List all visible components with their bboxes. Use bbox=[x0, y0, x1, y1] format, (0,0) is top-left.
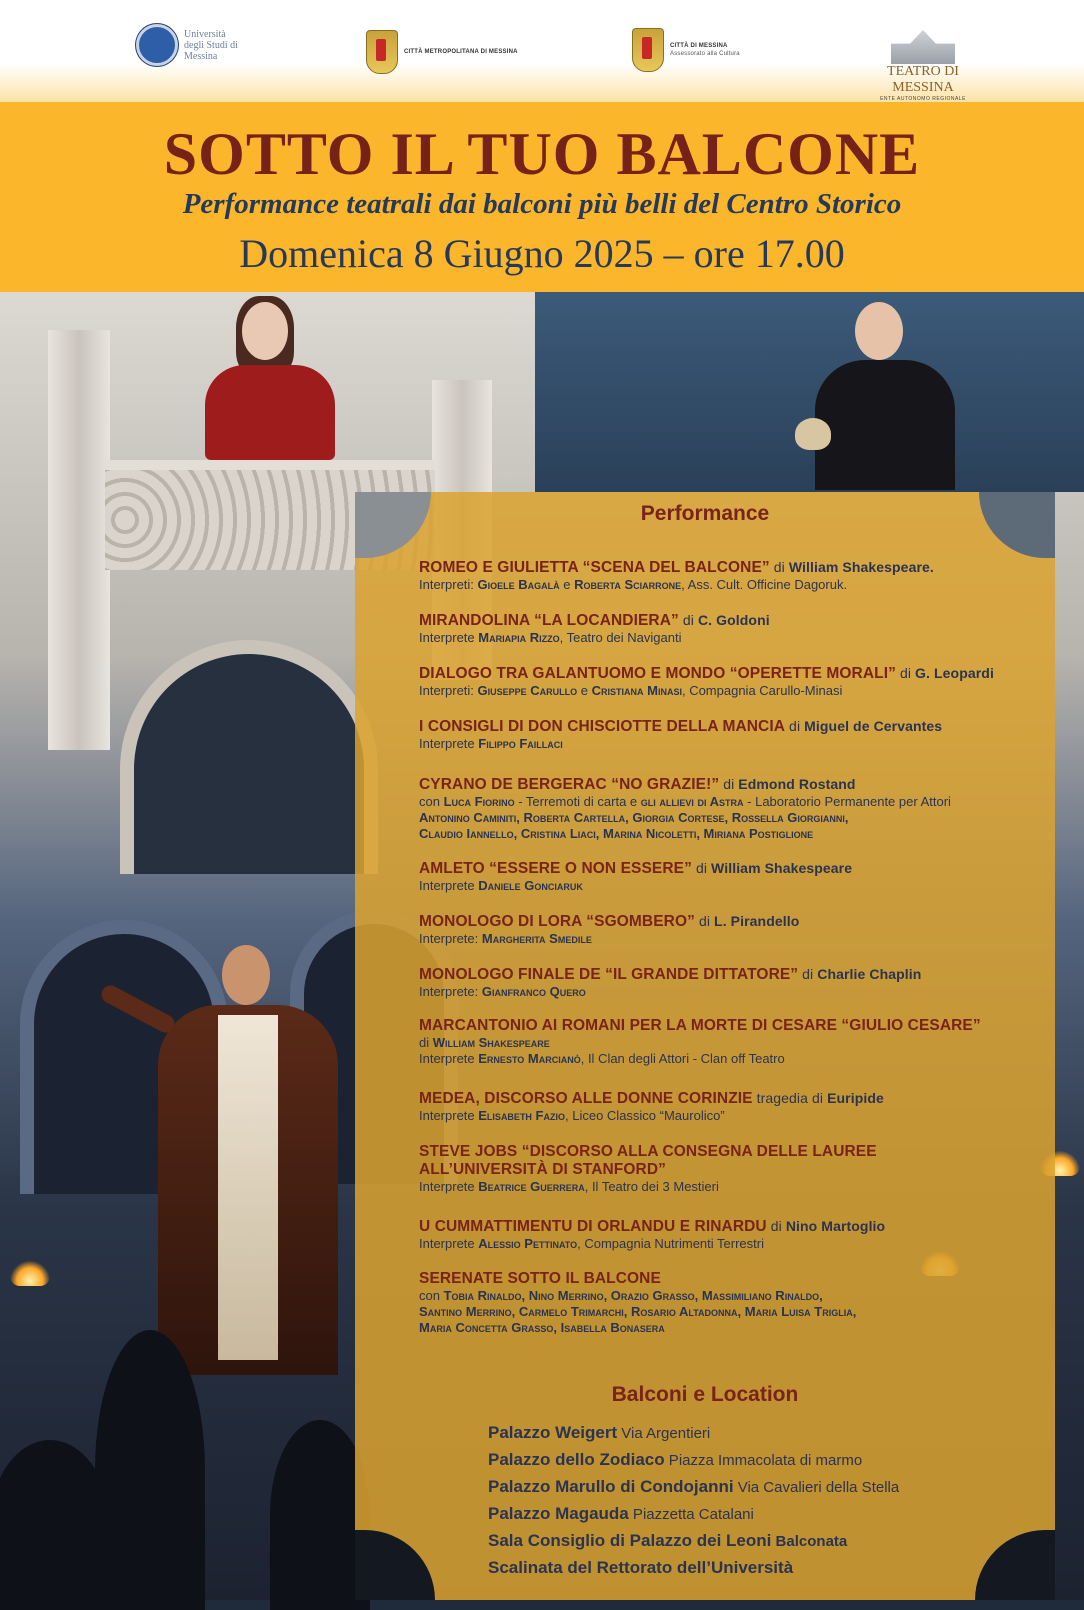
performance-di: di bbox=[798, 966, 818, 982]
performance-author: Miguel de Cervantes bbox=[804, 718, 943, 734]
location-item bbox=[488, 1555, 1048, 1582]
performance-item bbox=[419, 1270, 1059, 1336]
performance-credits bbox=[419, 984, 1059, 1000]
performance-item bbox=[419, 775, 1059, 842]
location-item bbox=[488, 1474, 1048, 1501]
performance-title bbox=[419, 611, 1059, 630]
performance-author: Charlie Chaplin bbox=[817, 966, 922, 982]
credit-text: , Il Clan degli Attori - Clan off Teatro bbox=[580, 1051, 785, 1066]
skull-icon bbox=[795, 418, 831, 450]
citta-logo bbox=[632, 28, 740, 72]
performance-item bbox=[419, 1089, 1059, 1124]
performance-di: di bbox=[769, 559, 789, 575]
location-name: Palazzo Weigert bbox=[488, 1423, 618, 1442]
performance-item bbox=[419, 1143, 1059, 1195]
credit-text: Interprete bbox=[419, 630, 479, 645]
unime-logo bbox=[136, 24, 238, 66]
credit-text: , Liceo Classico “Maurolico” bbox=[565, 1108, 725, 1123]
performance-author: Nino Martoglio bbox=[785, 1218, 886, 1234]
orator-tunic bbox=[218, 1015, 278, 1360]
location-address: Balconata bbox=[771, 1533, 848, 1550]
credit-name: Maria Concetta Grasso, Isabella Bonasera bbox=[419, 1320, 665, 1335]
performance-credits bbox=[419, 826, 1059, 842]
credit-text: Interprete: bbox=[419, 984, 482, 999]
location-name: Palazzo Magauda bbox=[488, 1504, 629, 1523]
performance-credits bbox=[419, 1035, 1059, 1051]
credit-name: Luca Fiorino bbox=[443, 794, 515, 809]
credit-name: Giuseppe Carullo bbox=[477, 683, 578, 698]
performance-title-text: ROMEO E GIULIETTA “SCENA DEL BALCONE” bbox=[419, 559, 770, 576]
performance-credits bbox=[419, 810, 1059, 826]
performance-di: di bbox=[694, 913, 715, 929]
credit-text: - Terremoti di carta e bbox=[514, 794, 641, 809]
performance-item bbox=[419, 965, 1059, 1000]
performance-title bbox=[419, 912, 1059, 931]
performance-title bbox=[419, 558, 1059, 577]
performance-di: di bbox=[719, 776, 739, 792]
credit-name: Margherita Smedile bbox=[481, 931, 592, 946]
performance-di: di bbox=[766, 1218, 786, 1234]
location-address: Via Argentieri bbox=[617, 1425, 711, 1442]
performance-title-text: I CONSIGLI DI DON CHISCIOTTE DELLA MANCIA bbox=[419, 718, 786, 735]
performance-title-text: MONOLOGO FINALE DE “IL GRANDE DITTATORE” bbox=[419, 966, 799, 983]
unime-line-3: Messina bbox=[184, 50, 218, 62]
location-item bbox=[488, 1528, 1048, 1555]
poster-title: SOTTO IL TUO BALCONE bbox=[163, 121, 921, 187]
performance-author: C. Goldoni bbox=[697, 612, 770, 628]
performance-title-text: SERENATE SOTTO IL BALCONE bbox=[419, 1270, 661, 1287]
credit-text: Interpreti: bbox=[419, 577, 478, 592]
orator-head bbox=[222, 945, 270, 1005]
hamlet-head bbox=[855, 302, 903, 360]
credit-name: Claudio Iannello, Cristina Liaci, Marina Nicoletti, Miriana Postiglione bbox=[419, 826, 814, 841]
performance-title bbox=[419, 1017, 1059, 1035]
performance-item bbox=[419, 717, 1059, 752]
performance-title-text: AMLETO “ESSERE O NON ESSERE” bbox=[419, 860, 692, 877]
unime-line-1: Università bbox=[184, 28, 226, 40]
credit-name: Beatrice Guerrera bbox=[478, 1179, 585, 1194]
performance-title bbox=[419, 859, 1059, 878]
performance-title-text: MONOLOGO DI LORA “SGOMBERO” bbox=[419, 913, 695, 930]
performance-credits bbox=[419, 1288, 1059, 1304]
crowd-silhouette bbox=[95, 1330, 205, 1610]
credit-text: Interpreti: bbox=[419, 683, 478, 698]
performance-credits bbox=[419, 1108, 1059, 1124]
credit-text: Interprete bbox=[419, 1108, 479, 1123]
torch-fire-icon bbox=[10, 1260, 50, 1286]
poster-subtitle: Performance teatrali dai balconi più belli del Centro Storico bbox=[182, 188, 902, 220]
performance-author: G. Leopardi bbox=[915, 665, 994, 681]
teatro-label: TEATRO DI MESSINA bbox=[887, 64, 959, 95]
location-item bbox=[488, 1501, 1048, 1528]
credit-name: gli allievi di Astra bbox=[640, 794, 744, 809]
performance-item bbox=[419, 1217, 1059, 1252]
citta-label: CITTÀ DI MESSINA bbox=[670, 43, 728, 49]
performance-author: William Shakespeare. bbox=[788, 559, 934, 575]
performance-author: L. Pirandello bbox=[714, 913, 800, 929]
performance-author: William Shakespeare bbox=[711, 860, 853, 876]
performance-item bbox=[419, 912, 1059, 947]
credit-name: Elisabeth Fazio bbox=[478, 1108, 565, 1123]
credit-text: Interprete bbox=[419, 1051, 479, 1066]
location-name: Palazzo dello Zodiaco bbox=[488, 1450, 665, 1469]
credit-text: Interprete: bbox=[419, 931, 482, 946]
citta-crest-icon bbox=[632, 28, 664, 72]
credit-text: con bbox=[419, 1288, 444, 1303]
theatre-building-icon bbox=[891, 30, 955, 64]
performance-credits bbox=[419, 1051, 1059, 1067]
credit-text: di bbox=[419, 1035, 433, 1050]
performance-author: Euripide bbox=[827, 1090, 884, 1106]
performance-heading: Performance bbox=[640, 502, 770, 525]
credit-text: - Laboratorio Permanente per Attori bbox=[743, 794, 951, 809]
location-list bbox=[488, 1420, 1048, 1582]
performance-item bbox=[419, 859, 1059, 894]
performance-credits bbox=[419, 1179, 1059, 1195]
credit-name: Filippo Faillaci bbox=[478, 736, 563, 751]
performance-title bbox=[419, 1143, 899, 1179]
metro-label: CITTÀ METROPOLITANA DI MESSINA bbox=[404, 49, 518, 55]
performance-credits bbox=[419, 794, 1059, 810]
juliet-dress bbox=[205, 365, 335, 460]
event-date: Domenica 8 Giugno 2025 – ore 17.00 bbox=[239, 231, 845, 276]
performance-credits bbox=[419, 736, 1059, 752]
location-name: Palazzo Marullo di Condojanni bbox=[488, 1477, 734, 1496]
unime-line-2: degli Studi di bbox=[184, 39, 238, 51]
logo-strip bbox=[0, 0, 1084, 102]
credit-text: , Teatro dei Naviganti bbox=[559, 630, 682, 645]
credit-name: Gioele Bagalà bbox=[477, 577, 560, 592]
left-pillar bbox=[48, 330, 110, 750]
hamlet-figure bbox=[815, 360, 955, 490]
performance-title-text: MARCANTONIO AI ROMANI PER LA MORTE DI CESARE “GIULIO CESARE” bbox=[419, 1017, 981, 1034]
credit-text: e bbox=[577, 683, 592, 698]
location-address: Piazzetta Catalani bbox=[628, 1506, 754, 1523]
performance-title bbox=[419, 664, 1059, 683]
performance-di: di bbox=[678, 612, 698, 628]
performance-title-text: MIRANDOLINA “LA LOCANDIERA” bbox=[419, 612, 679, 629]
performance-credits bbox=[419, 630, 1059, 646]
credit-text: , Il Teatro dei 3 Mestieri bbox=[584, 1179, 719, 1194]
credit-text: Interprete bbox=[419, 878, 479, 893]
credit-name: Santino Merrino, Carmelo Trimarchi, Rosario Altadonna, Maria Luisa Triglia, bbox=[419, 1304, 857, 1319]
performance-author: Edmond Rostand bbox=[738, 776, 856, 792]
performance-title-text: STEVE JOBS “DISCORSO ALLA CONSEGNA DELLE LAUREE ALL’UNIVERSITÀ DI STANFORD” bbox=[419, 1143, 877, 1178]
performance-di: di bbox=[691, 860, 712, 876]
location-name: Sala Consiglio di Palazzo dei Leoni bbox=[488, 1531, 772, 1550]
credit-text: con bbox=[419, 794, 444, 809]
credit-name: Roberta Sciarrone bbox=[574, 577, 682, 592]
performance-title-text: U CUMMATTIMENTU DI ORLANDU E RINARDU bbox=[419, 1218, 767, 1235]
credit-text: , Ass. Cult. Officine Dagoruk. bbox=[681, 577, 848, 592]
performance-title bbox=[419, 717, 1059, 736]
credit-text: Interprete bbox=[419, 1236, 479, 1251]
metro-logo bbox=[366, 30, 518, 74]
citta-sub-label: Assessorato alla Cultura bbox=[670, 51, 740, 57]
performance-title bbox=[419, 965, 1059, 984]
credit-text: , Compagnia Nutrimenti Terrestri bbox=[577, 1236, 764, 1251]
performance-credits bbox=[419, 1304, 1059, 1320]
performance-item bbox=[419, 558, 1059, 593]
performance-credits bbox=[419, 1236, 1059, 1252]
credit-name: Mariapia Rizzo bbox=[478, 630, 560, 645]
header-banner bbox=[0, 102, 1084, 292]
credit-name: William Shakespeare bbox=[432, 1035, 550, 1050]
performance-credits bbox=[419, 1320, 1059, 1336]
performance-di: di bbox=[785, 718, 805, 734]
performance-credits bbox=[419, 683, 1059, 699]
teatro-sub-label: ENTE AUTONOMO REGIONALE bbox=[880, 96, 966, 102]
crowd-silhouette bbox=[0, 1440, 110, 1610]
performance-title bbox=[419, 1089, 1059, 1108]
location-item bbox=[488, 1447, 1048, 1474]
performance-title bbox=[419, 1217, 1059, 1236]
credit-name: Alessio Pettinato bbox=[478, 1236, 578, 1251]
credit-text: Interprete bbox=[419, 1179, 479, 1194]
performance-di: tragedia di bbox=[752, 1090, 828, 1106]
background-right-building bbox=[535, 292, 1084, 492]
performance-item bbox=[419, 611, 1059, 646]
credit-name: Tobia Rinaldo, Nino Merrino, Orazio Grasso, Massimiliano Rinaldo, bbox=[443, 1288, 823, 1303]
performance-credits bbox=[419, 577, 1059, 593]
performance-title-text: CYRANO DE BERGERAC “NO GRAZIE!” bbox=[419, 776, 720, 793]
location-address: Piazza Immacolata di marmo bbox=[664, 1452, 863, 1469]
location-item bbox=[488, 1420, 1048, 1447]
performance-title-text: DIALOGO TRA GALANTUOMO E MONDO “OPERETTE MORALI” bbox=[419, 665, 896, 682]
locations-heading: Balconi e Location bbox=[611, 1383, 799, 1406]
university-seal-icon bbox=[136, 24, 178, 66]
juliet-figure bbox=[242, 302, 288, 360]
performance-title bbox=[419, 1270, 1059, 1288]
performance-credits bbox=[419, 878, 1059, 894]
credit-name: Antonino Caminiti, Roberta Cartella, Giorgia Cortese, Rossella Giorgianni, bbox=[419, 810, 849, 825]
performance-item bbox=[419, 664, 1059, 699]
metro-crest-icon bbox=[366, 30, 398, 74]
location-name: Scalinata del Rettorato dell’Università bbox=[488, 1558, 794, 1577]
credit-name: Gianfranco Quero bbox=[481, 984, 586, 999]
credit-name: Cristiana Minasi bbox=[591, 683, 682, 698]
credit-text: e bbox=[559, 577, 575, 592]
performance-item bbox=[419, 1017, 1059, 1067]
performance-di: di bbox=[895, 665, 916, 681]
location-address: Via Cavalieri della Stella bbox=[733, 1479, 900, 1496]
teatro-logo bbox=[858, 30, 988, 102]
performance-title-text: MEDEA, DISCORSO ALLE DONNE CORINZIE bbox=[419, 1090, 753, 1107]
performance-credits bbox=[419, 931, 1059, 947]
performance-title bbox=[419, 775, 1059, 794]
credit-text: , Compagnia Carullo-Minasi bbox=[681, 683, 843, 698]
credit-text: Interprete bbox=[419, 736, 479, 751]
credit-name: Ernesto Marcianò bbox=[478, 1051, 581, 1066]
credit-name: Daniele Gonciaruk bbox=[478, 878, 583, 893]
